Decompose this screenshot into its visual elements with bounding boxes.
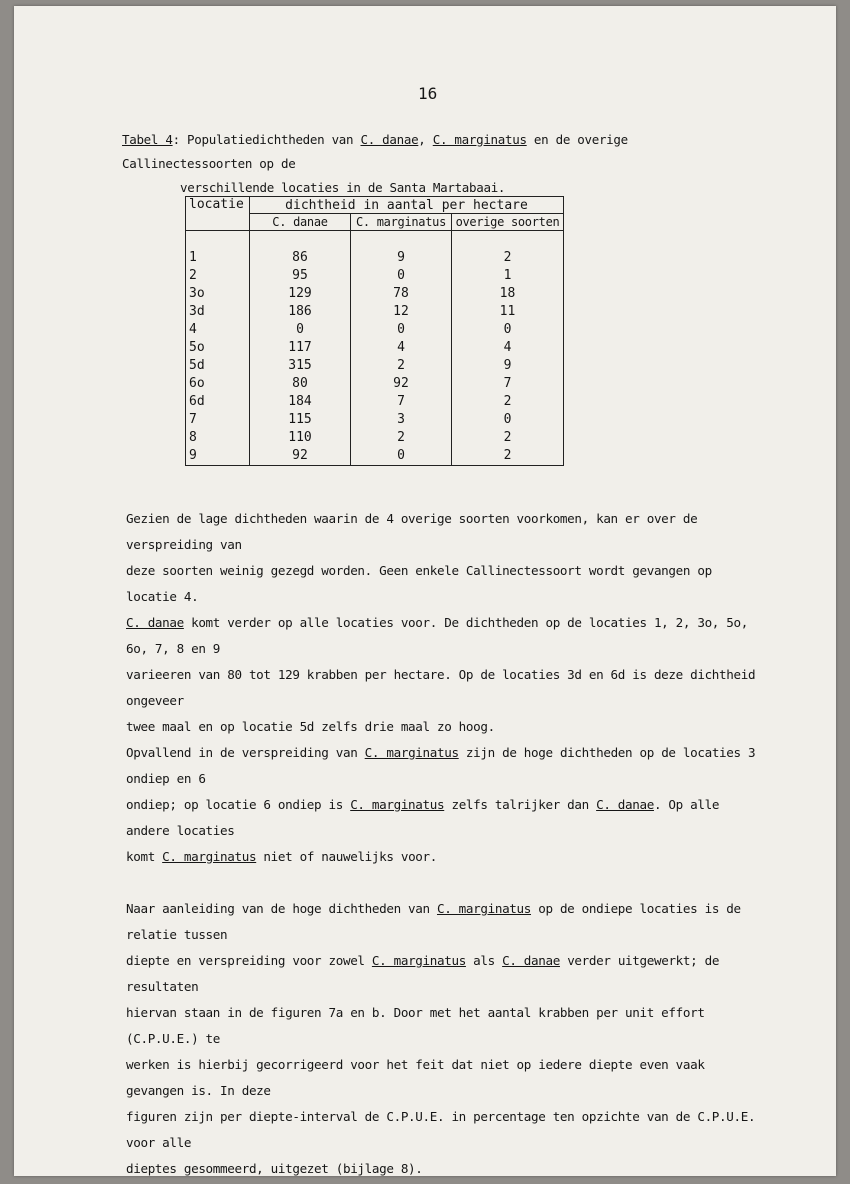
cell-danae: 86 [250, 249, 351, 267]
species-marginatus: C. marginatus [364, 745, 459, 760]
body-text [126, 506, 766, 1182]
cell-marginatus: 12 [351, 303, 452, 321]
p3-text-c: ondiep; op locatie 6 ondiep is [126, 797, 351, 812]
caption-line2: verschillende locaties in de Santa Martabaai. [180, 180, 506, 195]
header-overige: overige soorten [452, 214, 564, 231]
p3-text-g: niet of nauwelijks voor. [256, 849, 438, 864]
table-row [186, 303, 564, 321]
cell-location: 9 [186, 447, 250, 466]
paragraph-1-line-2: deze soorten weinig gezegd worden. Geen enkele Callinectessoort wordt gevangen op locatie 4. [126, 563, 712, 604]
cell-marginatus: 9 [351, 249, 452, 267]
cell-marginatus: 0 [351, 321, 452, 339]
cell-location: 8 [186, 429, 250, 447]
p3-text-a: Opvallend in de verspreiding van [126, 745, 365, 760]
caption-species-danae: C. danae [360, 132, 419, 147]
table-row [186, 267, 564, 285]
p4-text-d: als [465, 953, 503, 968]
p3-text-e: . Op alle andere locaties [126, 797, 720, 838]
caption-label: Tabel 4 [122, 132, 173, 147]
cell-location: 6d [186, 393, 250, 411]
caption-colon: : [172, 132, 180, 147]
cell-overige: 2 [452, 429, 564, 447]
cell-location: 2 [186, 267, 250, 285]
cell-marginatus: 0 [351, 447, 452, 466]
cell-danae: 117 [250, 339, 351, 357]
table-row [186, 249, 564, 267]
table-row [186, 321, 564, 339]
cell-danae: 80 [250, 375, 351, 393]
cell-overige: 18 [452, 285, 564, 303]
cell-danae: 115 [250, 411, 351, 429]
paragraph-2-text: komt verder op alle locaties voor. De dichtheden op de locaties 1, 2, 3o, 5o, 6o, 7, 8 en 9 [126, 615, 748, 656]
species-marginatus: C. marginatus [350, 797, 445, 812]
cell-marginatus: 92 [351, 375, 452, 393]
species-danae: C. danae [126, 615, 184, 630]
cell-marginatus: 0 [351, 267, 452, 285]
cell-marginatus: 4 [351, 339, 452, 357]
cell-overige: 2 [452, 393, 564, 411]
cell-marginatus: 7 [351, 393, 452, 411]
cell-overige: 2 [452, 447, 564, 466]
cell-location: 6o [186, 375, 250, 393]
cell-overige: 0 [452, 411, 564, 429]
p4-text-e: verder uitgewerkt; de resultaten [126, 953, 720, 994]
paragraph-2-line-3: twee maal en op locatie 5d zelfs drie maal zo hoog. [126, 719, 495, 734]
header-density-group: dichtheid in aantal per hectare [250, 197, 564, 214]
table-row [186, 411, 564, 429]
cell-overige: 0 [452, 321, 564, 339]
paragraph-1-line-1: Gezien de lage dichtheden waarin de 4 overige soorten voorkomen, kan er over de verspreiding van [126, 511, 698, 552]
p4-text-a: Naar aanleiding van de hoge dichtheden van [126, 901, 437, 916]
page-number: 16 [418, 84, 438, 103]
cell-location: 1 [186, 249, 250, 267]
table-row [186, 285, 564, 303]
cell-marginatus: 2 [351, 429, 452, 447]
paragraph-4-line-1 [126, 896, 766, 948]
species-danae: C. danae [502, 953, 560, 968]
paragraph-4-line-4: werken is hierbij gecorrigeerd voor het feit dat niet op iedere diepte even vaak gevangen is. In deze [126, 1057, 705, 1098]
cell-marginatus: 78 [351, 285, 452, 303]
cell-overige: 2 [452, 249, 564, 267]
cell-marginatus: 2 [351, 357, 452, 375]
cell-marginatus: 3 [351, 411, 452, 429]
header-danae: C. danae [250, 214, 351, 231]
p4-text-c: diepte en verspreiding voor zowel [126, 953, 372, 968]
species-marginatus: C. marginatus [436, 901, 532, 916]
density-table [185, 196, 564, 466]
table-row [186, 375, 564, 393]
table-body [186, 231, 564, 466]
header-marginatus: C. marginatus [351, 214, 452, 231]
cell-danae: 95 [250, 267, 351, 285]
paragraph-3-line-3 [126, 844, 766, 870]
paragraph-3-line-2 [126, 792, 766, 844]
cell-danae: 92 [250, 447, 351, 466]
paragraph-3-line-1 [126, 740, 766, 792]
cell-location: 5d [186, 357, 250, 375]
cell-location: 3o [186, 285, 250, 303]
cell-danae: 186 [250, 303, 351, 321]
cell-location: 5o [186, 339, 250, 357]
p4-text-b: op de ondiepe locaties is de relatie tussen [126, 901, 741, 942]
paragraph-4-line-6: dieptes gesommeerd, uitgezet (bijlage 8). [126, 1161, 423, 1176]
table-row [186, 339, 564, 357]
cell-overige: 11 [452, 303, 564, 321]
cell-danae: 129 [250, 285, 351, 303]
cell-overige: 9 [452, 357, 564, 375]
p3-text-f: komt [126, 849, 163, 864]
species-marginatus: C. marginatus [162, 849, 257, 864]
species-marginatus: C. marginatus [371, 953, 466, 968]
species-danae: C. danae [596, 797, 654, 812]
paragraph-4-line-5: figuren zijn per diepte-interval de C.P.U.E. in percentage ten opzichte van de C.P.U.E. voor alle [126, 1109, 756, 1150]
document-page [14, 6, 836, 1176]
paragraph-2-line-2: varieeren van 80 tot 129 krabben per hectare. Op de locaties 3d en 6d is deze dichtheid ongeveer [126, 667, 756, 708]
table-spacer-row [186, 231, 564, 250]
table-row [186, 447, 564, 466]
cell-danae: 184 [250, 393, 351, 411]
header-location: locatie [186, 197, 250, 231]
table-row [186, 393, 564, 411]
table-row [186, 429, 564, 447]
cell-overige: 7 [452, 375, 564, 393]
cell-location: 3d [186, 303, 250, 321]
paragraph-4-line-2 [126, 948, 766, 1000]
table-caption [122, 128, 762, 200]
cell-location: 7 [186, 411, 250, 429]
p3-text-d: zelfs talrijker dan [444, 797, 597, 812]
caption-comma: , [418, 132, 433, 147]
cell-location: 4 [186, 321, 250, 339]
caption-species-marginatus: C. marginatus [432, 132, 527, 147]
p3-text-b: zijn de hoge dichtheden op de locaties 3 ondiep en 6 [126, 745, 756, 786]
table-row [186, 357, 564, 375]
cell-overige: 4 [452, 339, 564, 357]
caption-text-after: en de overige Callinectessoorten op de [122, 132, 628, 171]
paragraph-2-line-1 [126, 610, 766, 662]
cell-danae: 0 [250, 321, 351, 339]
paragraph-4-line-3: hiervan staan in de figuren 7a en b. Door met het aantal krabben per unit effort (C.P.U.E.) te [126, 1005, 705, 1046]
caption-text-before: Populatiedichtheden van [179, 132, 361, 147]
cell-overige: 1 [452, 267, 564, 285]
paragraph-gap [126, 870, 766, 896]
cell-danae: 315 [250, 357, 351, 375]
cell-danae: 110 [250, 429, 351, 447]
